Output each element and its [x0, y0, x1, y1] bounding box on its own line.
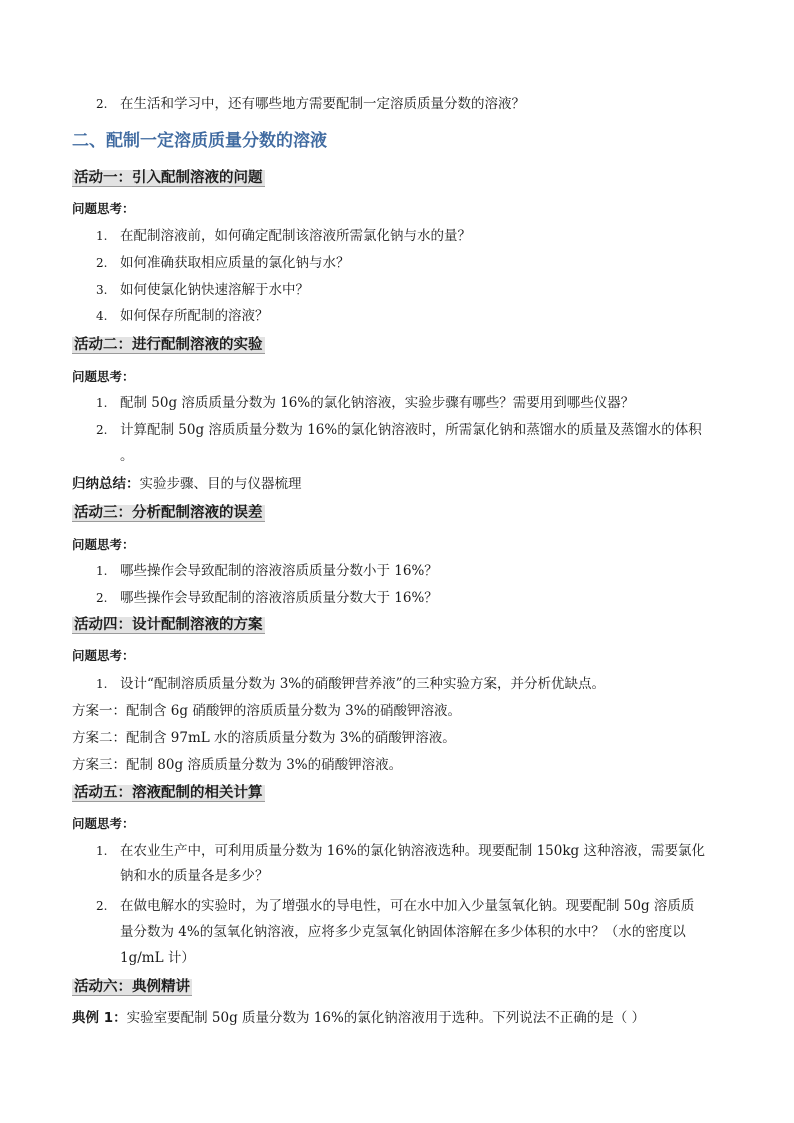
list-item-continuation: 钠和水的质量各是多少？ — [120, 868, 269, 884]
list-item: 2. 如何准确获取相应质量的氯化钠与水？ — [96, 255, 350, 271]
activity-heading: 活动二：进行配制溶液的实验 — [74, 337, 263, 353]
plan-line: 方案一：配制含 6g 硝酸钾的溶质质量分数为 3%的硝酸钾溶液。 — [72, 703, 462, 719]
list-item: 2. 在生活和学习中，还有哪些地方需要配制一定溶质质量分数的溶液？ — [96, 96, 525, 112]
example-line: 典例 1：实验室要配制 50g 质量分数为 16%的氯化钠溶液用于选种。下列说法不正确的是（ ） — [72, 1010, 646, 1026]
question-label: 问题思考： — [72, 816, 135, 831]
list-item: 3. 如何使氯化钠快速溶解于水中？ — [96, 282, 309, 298]
list-item: 2. 计算配制 50g 溶质质量分数为 16%的氯化钠溶液时，所需氯化钠和蒸馏水的质量及蒸馏水的体积 — [96, 422, 702, 438]
list-item: 1. 在配制溶液前，如何确定配制该溶液所需氯化钠与水的量？ — [96, 228, 471, 244]
list-item-continuation: 。 — [120, 448, 134, 464]
section-title: 二、配制一定溶质质量分数的溶液 — [72, 131, 327, 151]
list-item: 1. 哪些操作会导致配制的溶液溶质质量分数小于 16%？ — [96, 563, 438, 579]
list-item: 1. 设计“配制溶质质量分数为 3%的硝酸钾营养液”的三种实验方案，并分析优缺点。 — [96, 676, 606, 692]
activity-heading: 活动一：引入配制溶液的问题 — [74, 170, 263, 186]
question-label: 问题思考： — [72, 648, 135, 663]
list-item: 2. 在做电解水的实验时，为了增强水的导电性，可在水中加入少量氢氧化钠。现要配制 50g 溶质质 — [96, 898, 695, 914]
plan-line: 方案三：配制 80g 溶质质量分数为 3%的硝酸钾溶液。 — [72, 757, 403, 773]
list-item-continuation: 量分数为 4%的氢氧化钠溶液，应将多少克氢氧化钠固体溶解在多少体积的水中？（水的密度以 — [120, 924, 686, 940]
plan-line: 方案二：配制含 97mL 水的溶质质量分数为 3%的硝酸钾溶液。 — [72, 730, 456, 746]
question-label: 问题思考： — [72, 201, 135, 216]
list-item: 1. 在农业生产中，可利用质量分数为 16%的氯化钠溶液选种。现要配制 150kg 这种溶液，需要氯化 — [96, 843, 705, 859]
question-label: 问题思考： — [72, 369, 135, 384]
list-item-continuation: 1g/mL 计） — [120, 950, 195, 966]
list-item: 1. 配制 50g 溶质质量分数为 16%的氯化钠溶液，实验步骤有哪些？需要用到哪些仪器？ — [96, 395, 635, 411]
activity-heading: 活动四：设计配制溶液的方案 — [74, 617, 263, 633]
summary-line: 归纳总结：实验步骤、目的与仪器梳理 — [72, 476, 302, 492]
activity-heading: 活动五：溶液配制的相关计算 — [74, 785, 263, 801]
list-item: 2. 哪些操作会导致配制的溶液溶质质量分数大于 16%？ — [96, 590, 438, 606]
activity-heading: 活动三：分析配制溶液的误差 — [74, 505, 263, 521]
list-item: 4. 如何保存所配制的溶液？ — [96, 308, 269, 324]
activity-heading: 活动六：典例精讲 — [74, 979, 190, 995]
question-label: 问题思考： — [72, 537, 135, 552]
